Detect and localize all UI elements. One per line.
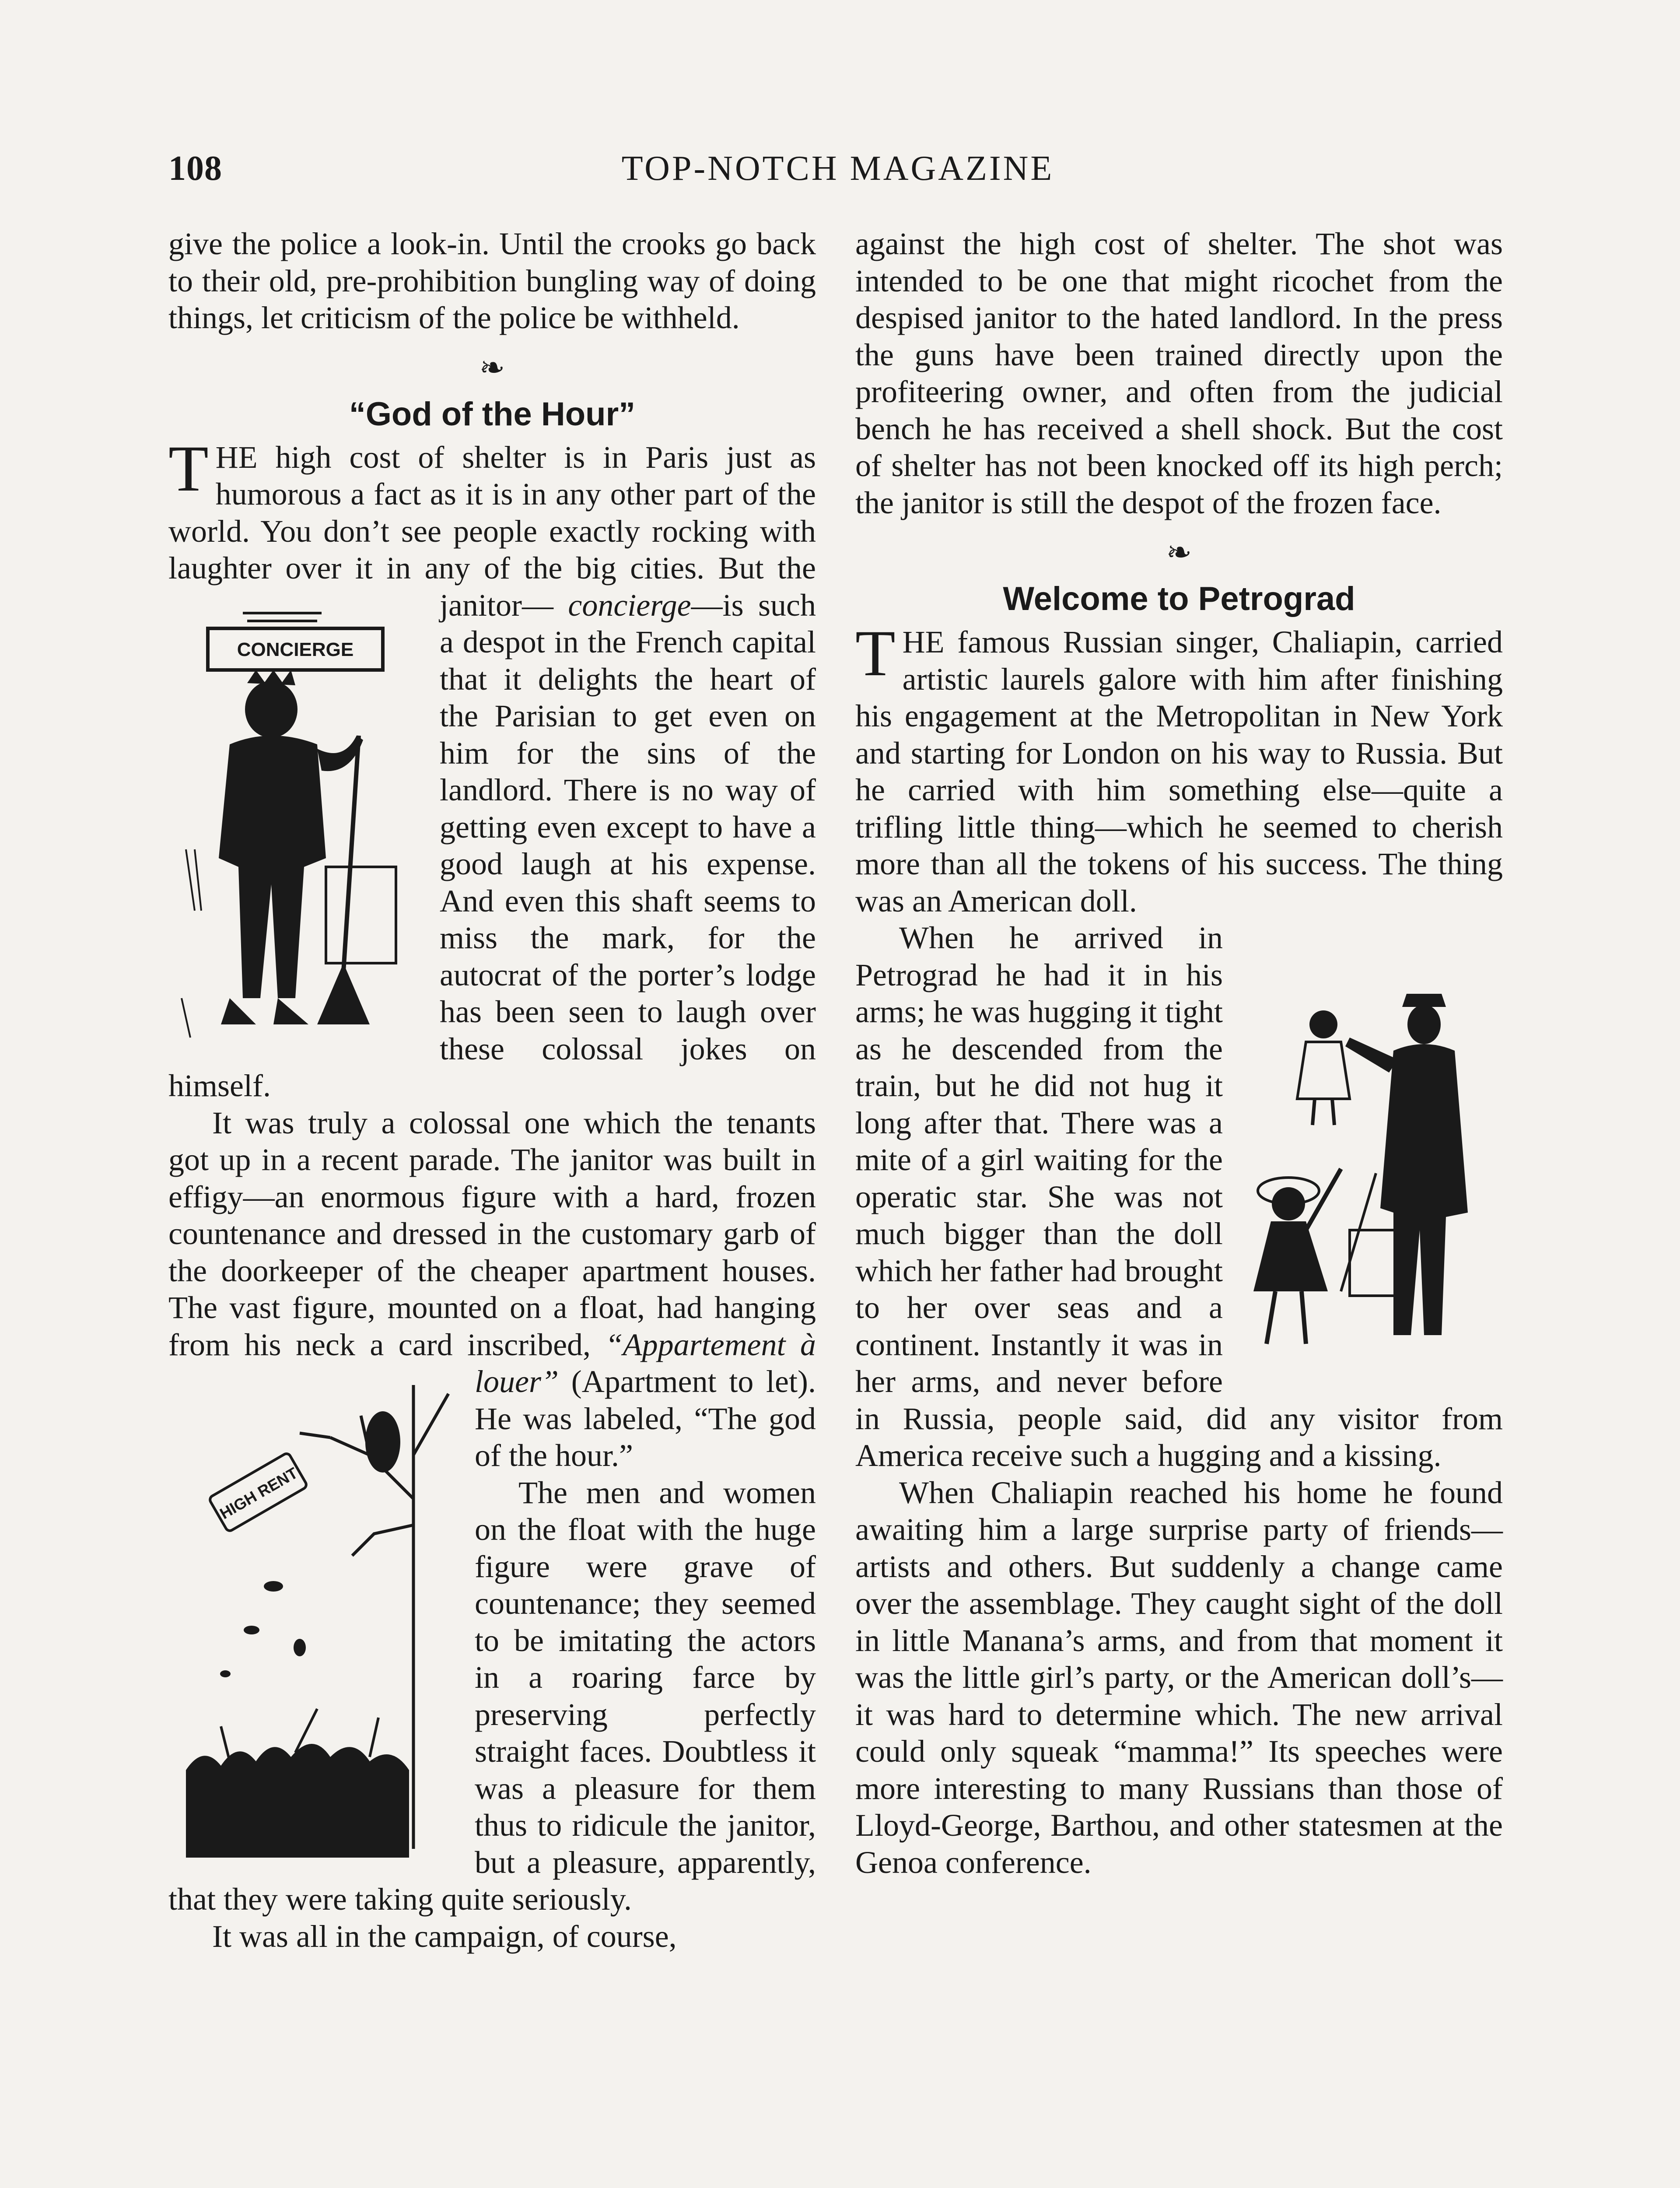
high-rent-illustration [186,1368,457,1862]
left-column [168,225,816,1955]
drop-cap: T [168,432,209,505]
magazine-title: TOP-NOTCH MAGAZINE [621,149,1054,188]
section1-paragraph-3: The men and women on the float with the huge figure were grave of countenance; they seemed to be imitating the actors in a roaring farce by preserving perfectly straight faces. Doubtless it was a pleasure for them thus to ridicule the janitor, but a pleasure, apparently, that they were taking quite seriously. [168,1475,816,1917]
high-rent-tree-icon [186,1368,457,1862]
section2-paragraph-2: When he arrived in Petrograd he had it in his arms; he was hugging it tight as he descended from the train, but he did not hug it long after that. There was a mite of a girl waiting for the operatic star. She was not much bigger than the doll which her father had brought to her over seas and a continent. Instantly it was in her arms, and never before in Russia, people said, did any visitor from America receive such a hugging and a kissing. [855,920,1503,1473]
concierge-illustration [177,604,422,1042]
section1-paragraph-2: It was truly a colossal one which the tenants got up in a recent parade. The janitor was built in effigy—an enormous figure with a hard, frozen countenance and dressed in the customary garb of the doorkeeper of the cheaper apartment houses. The vast figure, mounted on a float, had hanging from his neck a card inscribed, “Appartement à louer” HIGH RENT (Apartment to let). He was labeled, “The god of the hour.” [168,1105,816,1474]
intro-paragraph: give the police a look-in. Until the crooks go back to their old, pre-prohibition bungling way of doing things, let criticism of the police be withheld. [168,226,816,335]
drop-cap: T [855,617,896,690]
section1-paragraph-4: It was all in the campaign, of course, [212,1918,677,1954]
concierge-figure-icon [177,604,422,1042]
rent-tag: HIGH RENT [217,1463,301,1523]
chaliapin-doll-illustration [1240,985,1503,1370]
right-column [855,225,1503,1881]
page-number: 108 [168,149,222,188]
section1-paragraph-1: T HE high cost of shelter is in Paris just as humorous a fact as it is in any other part of the world. You don’t see people exactly rocking with laughter over it in any of the big cities. But the janitor— CONCIERGE concierge—is such a despot in the French capital that it delights the heart of the Parisian to get even on him for the sins of the landlord. There is no way of getting even except to have a good laugh at his expense. And even this shaft seems to miss the mark, for the autocrat of the porter’s lodge has been seen to laugh over these colossal jokes on himself. [168,432,816,1103]
section-title-welcome-to-petrograd: Welcome to Petrograd [1003,580,1355,617]
ornament-icon: ❧ [1166,536,1192,570]
section-title-god-of-the-hour: “God of the Hour” [349,395,636,433]
father-daughter-doll-icon [1240,985,1503,1370]
ornament-icon: ❧ [479,351,505,385]
section2-paragraph-3: When Chaliapin reached his home he found awaiting him a large surprise party of friends—artists and others. But suddenly a change came over the assemblage. They caught sight of the doll in little Manana’s arms, and from that moment it was the little girl’s party, or the American doll’s—it was hard to determine which. The new arrival could only squeak “mamma!” Its speeches were more interesting to many Russians than those of Lloyd-George, Barthou, and other statesmen at the Genoa conference. [855,1475,1503,1880]
concierge-sign: CONCIERGE [237,638,354,660]
page-header [168,144,1507,197]
section2-paragraph-1: T HE famous Russian singer, Chaliapin, carried artistic laurels galore with him after finishing his engagement at the Metropolitan in New York and starting for London on his way to Russia. But he carried with him something else—quite a trifling little thing—which he seemed to cherish more than all the tokens of his success. The thing was an American doll. [855,617,1503,919]
continued-paragraph: against the high cost of shelter. The shot was intended to be one that might ricochet from the despised janitor to the hated landlord. In the press the guns have been trained directly upon the profiteering owner, and often from the judicial bench he has received a shell shock. But the cost of shelter has not been knocked off its high perch; the janitor is still the despot of the frozen face. [855,226,1503,520]
